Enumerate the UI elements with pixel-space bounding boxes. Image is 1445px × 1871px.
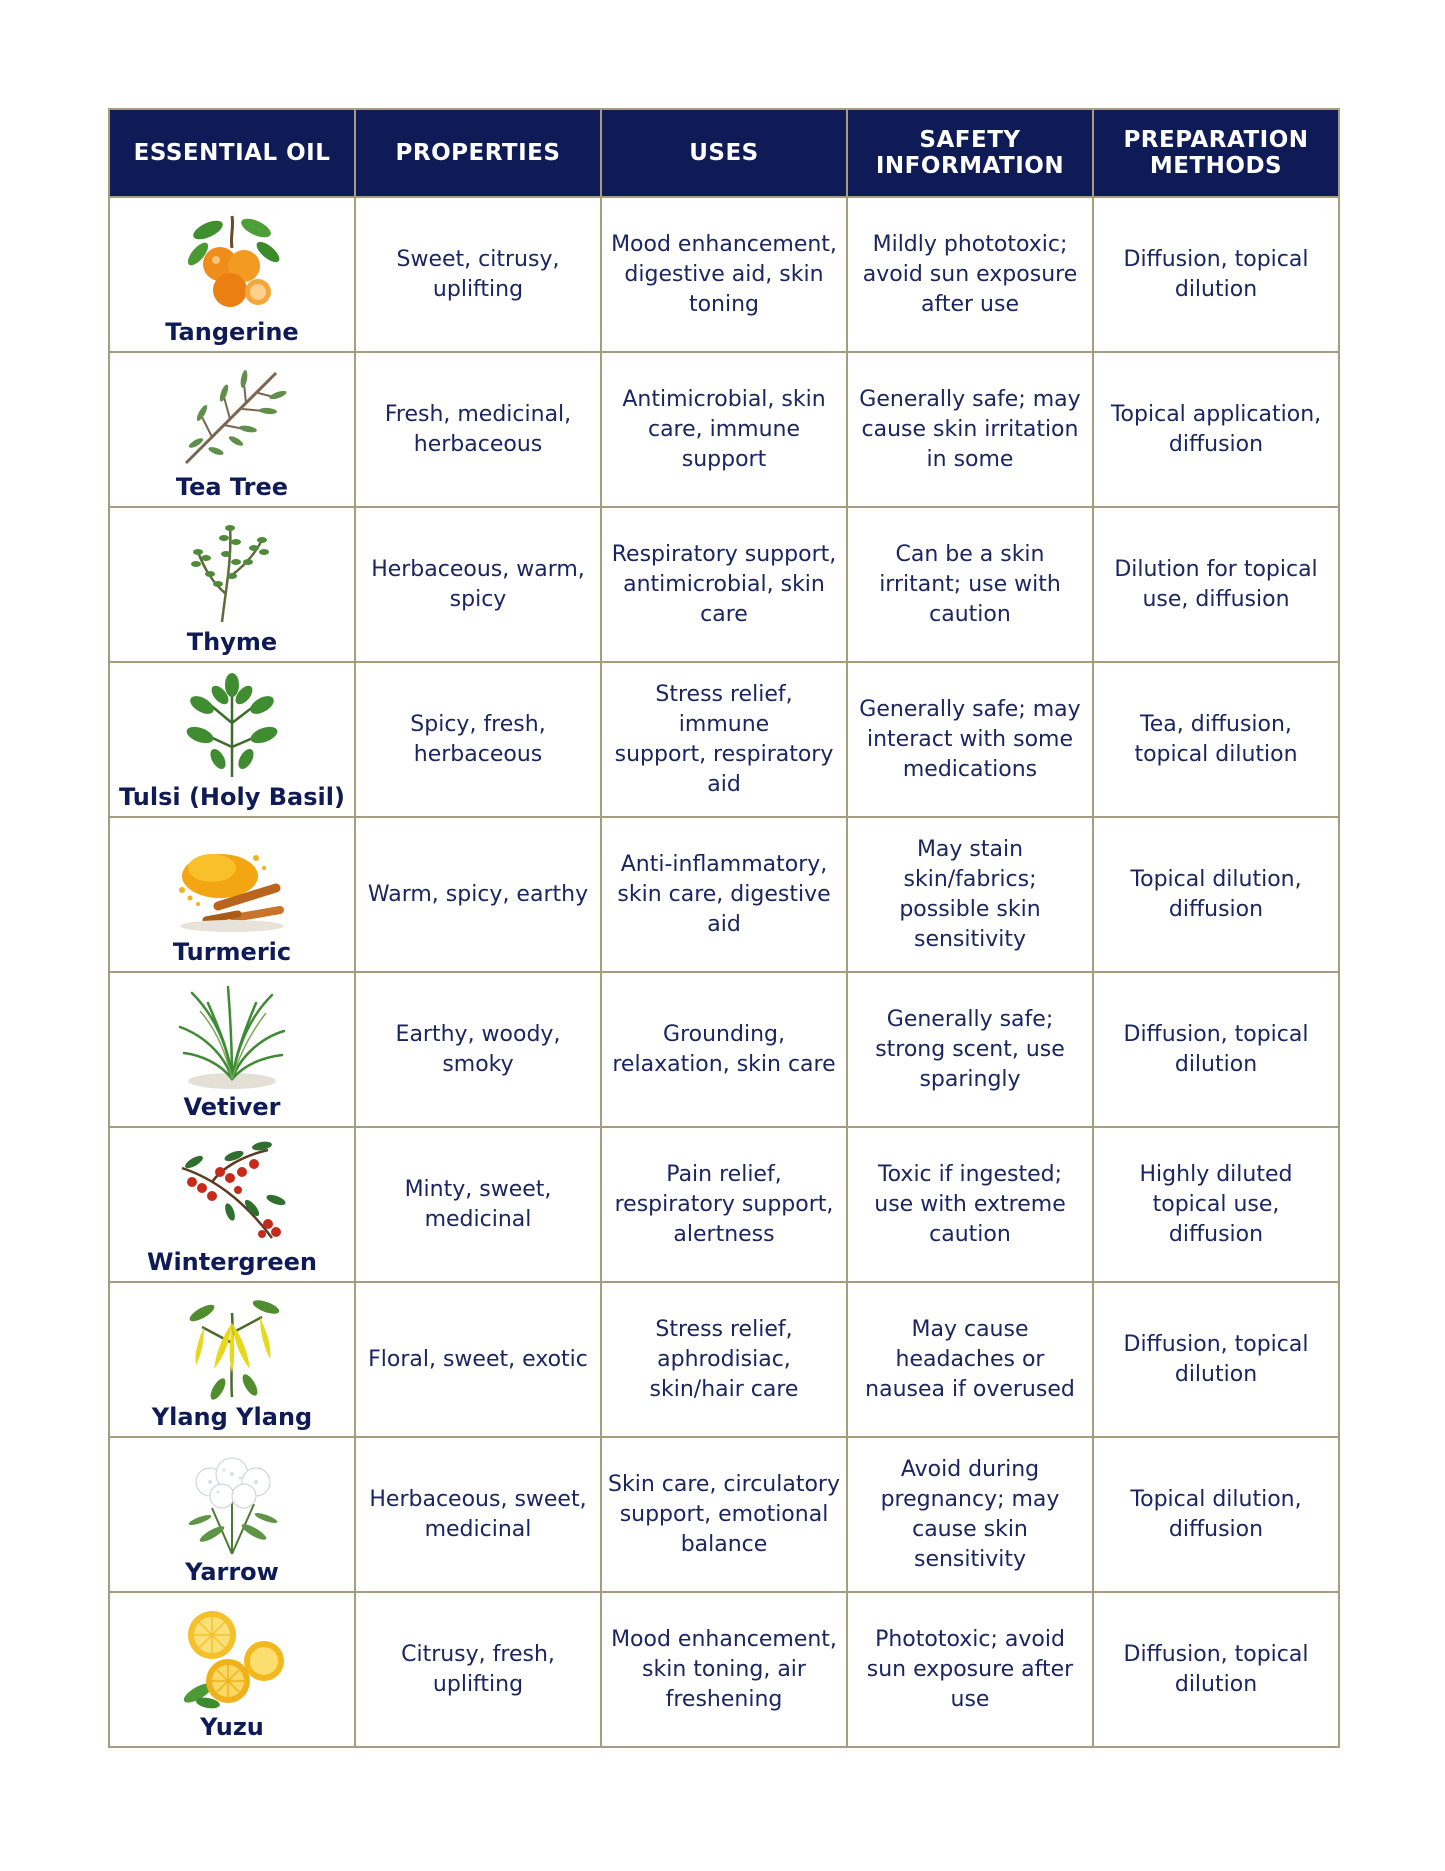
cell-line: Herbaceous, warm, [371, 556, 585, 582]
properties-cell [355, 1127, 601, 1282]
cell-line: skin care, digestive [617, 881, 831, 907]
safety-cell [847, 352, 1093, 507]
cell-line: possible skin [899, 896, 1041, 922]
oil-name: Tangerine [165, 317, 299, 346]
safety-cell [847, 1282, 1093, 1437]
preparation-cell [1093, 972, 1339, 1127]
preparation-cell [1093, 1437, 1339, 1592]
uses-cell [601, 972, 847, 1127]
cell-line: aid [707, 771, 741, 797]
oil-name: Yarrow [185, 1557, 279, 1586]
table-header-row [109, 109, 1339, 197]
properties-cell [355, 1282, 601, 1437]
cell-line: Phototoxic; avoid [875, 1626, 1065, 1652]
cell-line: Topical dilution, [1130, 1486, 1302, 1512]
cell-line: Respiratory support, [611, 541, 837, 567]
cell-line: support [681, 446, 767, 472]
header-label-line: METHODS [1149, 153, 1283, 179]
cell-line: Citrusy, fresh, [401, 1641, 555, 1667]
uses-cell [601, 507, 847, 662]
safety-cell [847, 507, 1093, 662]
cell-line: Minty, sweet, [404, 1176, 552, 1202]
preparation-cell [1093, 507, 1339, 662]
essential-oils-sheet [108, 108, 1338, 1748]
uses-cell [601, 197, 847, 352]
oil-name: Wintergreen [146, 1247, 318, 1276]
cell-line: use, diffusion [1142, 586, 1290, 612]
oil-cell [109, 1592, 355, 1747]
cell-line: Topical application, [1110, 401, 1322, 427]
cell-line: medications [902, 756, 1038, 782]
cell-line: cause skin [912, 1516, 1028, 1542]
safety-cell [847, 662, 1093, 817]
cell-line: Diffusion, topical [1123, 1021, 1309, 1047]
cell-line: diffusion [1168, 1221, 1264, 1247]
cell-line: spicy [449, 586, 507, 612]
properties-cell [355, 507, 601, 662]
cell-line: Floral, sweet, exotic [368, 1346, 588, 1372]
cell-line: Avoid during [900, 1456, 1040, 1482]
cell-line: May stain [916, 836, 1024, 862]
cell-line: pregnancy; may [880, 1486, 1060, 1512]
properties-cell [355, 352, 601, 507]
cell-line: Highly diluted [1139, 1161, 1293, 1187]
cell-line: headaches or [895, 1346, 1045, 1372]
cell-line: alertness [673, 1221, 775, 1247]
header-label-line: SAFETY [919, 127, 1021, 153]
header-safety-information [847, 109, 1093, 197]
safety-cell [847, 1437, 1093, 1592]
cell-line: herbaceous [413, 431, 543, 457]
cell-line: Grounding, [663, 1021, 785, 1047]
uses-cell [601, 1592, 847, 1747]
cell-line: topical use, [1152, 1191, 1280, 1217]
cell-line: Diffusion, topical [1123, 1331, 1309, 1357]
cell-line: Pain relief, [666, 1161, 782, 1187]
table-row [109, 817, 1339, 972]
safety-cell [847, 1127, 1093, 1282]
cell-line: Sweet, citrusy, [396, 246, 560, 272]
cell-line: support, respiratory [614, 741, 834, 767]
tangerine-fruit-icon [172, 208, 292, 316]
cell-line: skin toning, air [642, 1656, 806, 1682]
vetiver-grass-icon [172, 983, 292, 1091]
uses-cell [601, 1282, 847, 1437]
cell-line: irritant; use with [879, 571, 1061, 597]
cell-line: nausea if overused [865, 1376, 1075, 1402]
cell-line: skin/fabrics; [903, 866, 1037, 892]
oil-cell [109, 817, 355, 972]
ylang-ylang-flower-icon [172, 1293, 292, 1401]
cell-line: dilution [1174, 276, 1258, 302]
properties-cell [355, 972, 601, 1127]
oil-name: Vetiver [183, 1092, 281, 1121]
cell-line: Toxic if ingested; [877, 1161, 1063, 1187]
cell-line: Stress relief, [655, 1316, 793, 1342]
cell-line: Stress relief, immune [655, 681, 793, 737]
oil-cell [109, 1282, 355, 1437]
table-row [109, 1127, 1339, 1282]
cell-line: Mood enhancement, [611, 231, 837, 257]
cell-line: medicinal [424, 1516, 532, 1542]
wintergreen-berries-icon [172, 1138, 292, 1246]
cell-line: relaxation, skin care [612, 1051, 836, 1077]
header-uses [601, 109, 847, 197]
oil-cell [109, 507, 355, 662]
thyme-sprig-icon [172, 518, 292, 626]
oil-name: Tulsi (Holy Basil) [119, 782, 345, 811]
uses-cell [601, 1437, 847, 1592]
tea-tree-branch-icon [172, 363, 292, 471]
uses-cell [601, 817, 847, 972]
cell-line: Generally safe; may [859, 696, 1081, 722]
preparation-cell [1093, 197, 1339, 352]
cell-line: strong scent, use [875, 1036, 1065, 1062]
header-label: ESSENTIAL OIL [133, 140, 331, 166]
preparation-cell [1093, 352, 1339, 507]
cell-line: aid [707, 911, 741, 937]
oil-cell [109, 352, 355, 507]
header-properties [355, 109, 601, 197]
cell-line: care [700, 601, 748, 627]
table-row [109, 972, 1339, 1127]
table-row [109, 662, 1339, 817]
cell-line: uplifting [432, 1671, 524, 1697]
oil-name: Ylang Ylang [151, 1402, 313, 1431]
cell-line: support, emotional [619, 1501, 829, 1527]
cell-line: Topical dilution, [1130, 866, 1302, 892]
cell-line: Earthy, woody, [395, 1021, 561, 1047]
cell-line: sparingly [919, 1066, 1021, 1092]
table-row [109, 352, 1339, 507]
oil-cell [109, 197, 355, 352]
cell-line: toning [688, 291, 760, 317]
properties-cell [355, 817, 601, 972]
properties-cell [355, 1437, 601, 1592]
cell-line: Dilution for topical [1114, 556, 1318, 582]
cell-line: Diffusion, topical [1123, 1641, 1309, 1667]
uses-cell [601, 1127, 847, 1282]
essential-oils-table [108, 108, 1340, 1748]
header-label-line: INFORMATION [875, 153, 1065, 179]
cell-line: dilution [1174, 1361, 1258, 1387]
header-label-line: PREPARATION [1123, 127, 1309, 153]
cell-line: Mildly phototoxic; [872, 231, 1068, 257]
properties-cell [355, 662, 601, 817]
cell-line: Mood enhancement, [611, 1626, 837, 1652]
cell-line: caution [929, 601, 1011, 627]
cell-line: digestive aid, skin [624, 261, 824, 287]
yuzu-citrus-icon [172, 1603, 292, 1711]
cell-line: sun exposure after [866, 1656, 1074, 1682]
table-row [109, 1437, 1339, 1592]
cell-line: Diffusion, topical [1123, 246, 1309, 272]
uses-cell [601, 352, 847, 507]
cell-line: in some [926, 446, 1014, 472]
uses-cell [601, 662, 847, 817]
table-row [109, 1592, 1339, 1747]
cell-line: dilution [1174, 1671, 1258, 1697]
cell-line: balance [680, 1531, 768, 1557]
table-row [109, 507, 1339, 662]
oil-cell [109, 662, 355, 817]
cell-line: Antimicrobial, skin [622, 386, 826, 412]
cell-line: May cause [911, 1316, 1029, 1342]
preparation-cell [1093, 662, 1339, 817]
cell-line: skin/hair care [649, 1376, 799, 1402]
cell-line: avoid sun exposure [862, 261, 1078, 287]
cell-line: Anti-inflammatory, [620, 851, 828, 877]
table-row [109, 1282, 1339, 1437]
cell-line: aphrodisiac, [657, 1346, 791, 1372]
preparation-cell [1093, 1592, 1339, 1747]
header-essential-oil [109, 109, 355, 197]
cell-line: Fresh, medicinal, [384, 401, 572, 427]
oil-cell [109, 1127, 355, 1282]
cell-line: Can be a skin [895, 541, 1045, 567]
cell-line: caution [929, 1221, 1011, 1247]
holy-basil-plant-icon [172, 673, 292, 781]
cell-line: Spicy, fresh, [410, 711, 546, 737]
properties-cell [355, 1592, 601, 1747]
cell-line: use [950, 1686, 990, 1712]
header-label: USES [689, 140, 759, 166]
oil-cell [109, 1437, 355, 1592]
oil-name: Yuzu [200, 1712, 264, 1741]
cell-line: smoky [442, 1051, 514, 1077]
cell-line: cause skin irritation [861, 416, 1079, 442]
cell-line: uplifting [432, 276, 524, 302]
header-preparation-methods [1093, 109, 1339, 197]
cell-line: Herbaceous, sweet, [369, 1486, 587, 1512]
oil-cell [109, 972, 355, 1127]
preparation-cell [1093, 1282, 1339, 1437]
oil-name: Thyme [186, 627, 278, 656]
cell-line: herbaceous [413, 741, 543, 767]
cell-line: Warm, spicy, earthy [367, 881, 589, 907]
safety-cell [847, 1592, 1093, 1747]
cell-line: Skin care, circulatory [608, 1471, 840, 1497]
safety-cell [847, 972, 1093, 1127]
cell-line: diffusion [1168, 1516, 1264, 1542]
cell-line: topical dilution [1134, 741, 1298, 767]
cell-line: dilution [1174, 1051, 1258, 1077]
oil-name: Turmeric [172, 937, 292, 966]
cell-line: antimicrobial, skin [623, 571, 825, 597]
cell-line: sensitivity [913, 926, 1027, 952]
safety-cell [847, 817, 1093, 972]
cell-line: diffusion [1168, 896, 1264, 922]
header-label: PROPERTIES [395, 140, 561, 166]
cell-line: sensitivity [913, 1546, 1027, 1572]
cell-line: after use [921, 291, 1019, 317]
cell-line: medicinal [424, 1206, 532, 1232]
cell-line: interact with some [866, 726, 1073, 752]
turmeric-powder-root-icon [172, 828, 292, 936]
cell-line: Generally safe; may [859, 386, 1081, 412]
cell-line: care, immune [647, 416, 801, 442]
cell-line: Tea, diffusion, [1140, 711, 1292, 737]
oil-name: Tea Tree [175, 472, 289, 501]
cell-line: respiratory support, [614, 1191, 834, 1217]
cell-line: diffusion [1168, 431, 1264, 457]
safety-cell [847, 197, 1093, 352]
preparation-cell [1093, 1127, 1339, 1282]
yarrow-flower-icon [172, 1448, 292, 1556]
cell-line: Generally safe; [886, 1006, 1054, 1032]
properties-cell [355, 197, 601, 352]
preparation-cell [1093, 817, 1339, 972]
table-row [109, 197, 1339, 352]
cell-line: use with extreme [874, 1191, 1066, 1217]
cell-line: freshening [665, 1686, 783, 1712]
